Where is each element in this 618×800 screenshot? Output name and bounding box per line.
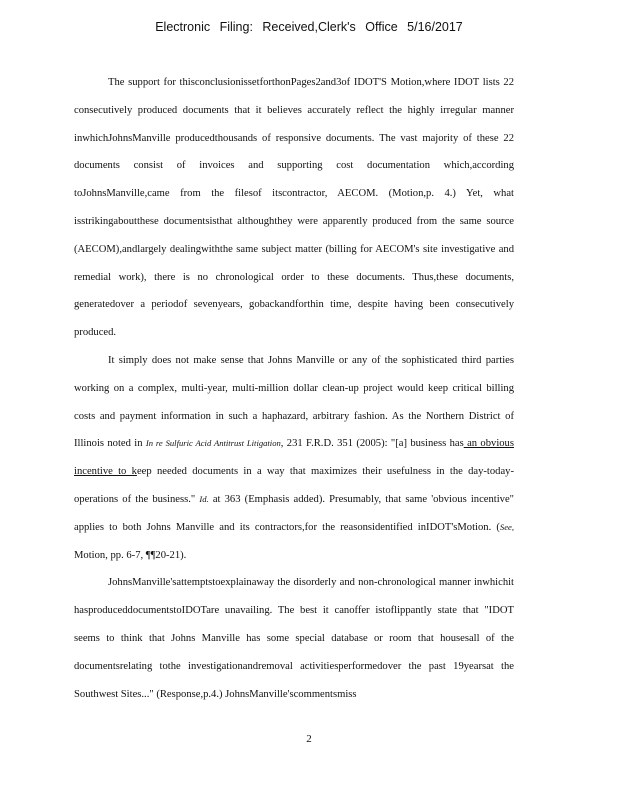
paragraph-2-text-i: Motion, pp. 6-7, ¶¶20-21). — [74, 549, 187, 561]
electronic-filing-header: Electronic Filing: Received,Clerk's Office 5/16/2017 — [155, 20, 463, 34]
paragraph-2-text-c: , 231 F.R.D. 351 (2005): "[a] business has — [280, 438, 464, 450]
paragraph-2-text-e: eep needed documents in a way that maximizes their usefulness in the day-today-operations of the business." — [74, 466, 514, 505]
paragraph-3: JohnsManville'sattemptstoexplainaway the disorderly and non-chronological manner inwhichit hasproduceddocumentstoIDOTare unavailing. The best it canoffer istoflippantly state that "IDOT seems to think that Johns Manville has some special database or room that housesall of the documentsrelating tothe investigationandremoval activitiesperformedover the past 19yearsat the Southwest Sites..." (Response,p.4.) JohnsManville'scommentsmiss — [74, 577, 514, 700]
paragraph-2-text-a: It simply does not make sense that Johns Manville or any of the sophisticated third parties working on a complex, multi-year, multi-million dollar clean-up project would keep critical billing costs and payment information in such a haphazard, arbitrary fashion. As the Northern District of Illinois noted in — [74, 354, 514, 450]
page-number: 2 — [306, 733, 312, 745]
paragraph-2 — [74, 347, 514, 569]
paragraph-2-text-g: at 363 (Emphasis added). Presumably, that same 'obvious incentive" applies to both Johns Manville and its contractors,for the reasonsidentified inIDOT'sMotion. ( — [74, 493, 514, 533]
id-citation: Id. — [199, 493, 209, 504]
case-citation-title: In re Sulfuric Acid Antitrust Litigation — [145, 438, 281, 449]
see-signal: See, — [499, 521, 514, 532]
emphasized-phrase: an obvious incentive to k — [74, 438, 514, 478]
document-body — [74, 69, 514, 708]
paragraph-1: The support for thisconclusionissetforthonPages2and3of IDOT'S Motion,where IDOT lists 22 consecutively produced documents that it believes accurately reflect the highly irregular manner inwhichJohnsManville producedthousands of responsive documents. The vast majority of these 22 documents consist of invoices and supporting cost documentation which,according toJohnsManville,came from the filesof itscontractor, AECOM. (Motion,p. 4.) Yet, what isstrikingaboutthese documentsisthat althoughthey were apparently produced from the same source (AECOM),andlargely dealingwiththe same subject matter (billing for AECOM's site investigative and remedial work), there is no chronological order to these documents. Thus,these documents, generatedover a periodof sevenyears, gobackandforthin time, despite having been consecutively produced. — [74, 77, 514, 339]
